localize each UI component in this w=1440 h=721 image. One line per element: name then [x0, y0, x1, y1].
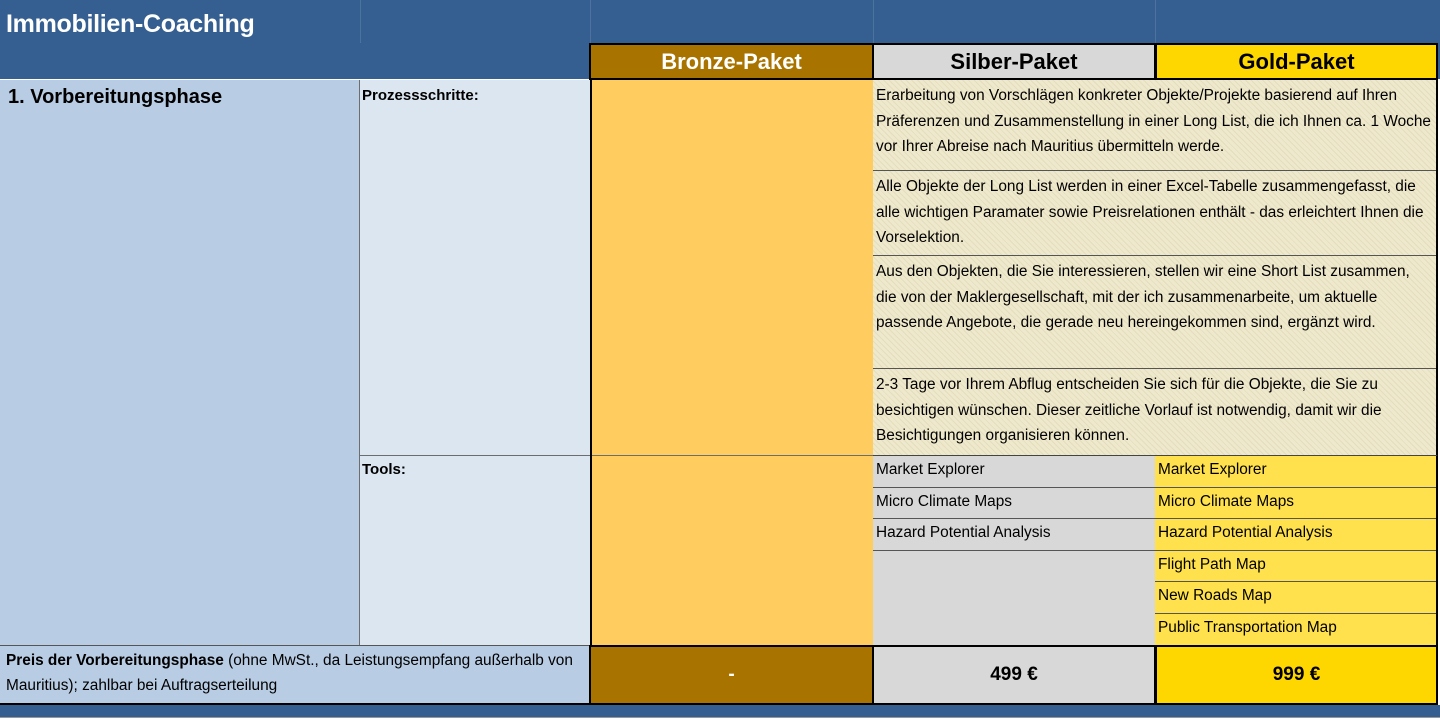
phase-cell[interactable] — [0, 80, 360, 645]
header-silver-package[interactable]: Silber-Paket — [873, 43, 1156, 80]
gold-tool-cell[interactable]: Hazard Potential Analysis — [1155, 519, 1436, 551]
process-step-cell[interactable]: 2-3 Tage vor Ihrem Abflug entscheiden Sie sich für die Objekte, die Sie zu besichtigen wünschen. Dieser zeitliche Vorlauf ist notwendig, damit wir die Besichtigungen organisieren können. — [876, 376, 1382, 444]
price-gold[interactable]: 999 € — [1155, 645, 1438, 705]
bottom-strip — [0, 717, 1440, 721]
price-bronze[interactable]: - — [589, 645, 874, 705]
tools-label: Tools: — [362, 461, 406, 478]
gold-tool-cell[interactable]: New Roads Map — [1155, 582, 1436, 614]
gridline — [360, 0, 361, 43]
process-steps-label: Prozessschritte: — [362, 87, 479, 104]
price-silver[interactable]: 499 € — [873, 645, 1156, 705]
silver-tool-cell[interactable]: Market Explorer — [873, 456, 1155, 488]
gold-tools-column — [1155, 456, 1438, 645]
gridline — [873, 0, 874, 43]
silver-tool-cell[interactable]: Micro Climate Maps — [873, 488, 1155, 520]
phase-label: 1. Vorbereitungsphase — [8, 86, 223, 108]
gold-tool-cell[interactable]: Micro Climate Maps — [1155, 488, 1436, 520]
gridline — [590, 0, 591, 43]
sheet-title[interactable]: Immobilien-Coaching — [6, 10, 255, 38]
process-steps-cell[interactable] — [360, 80, 590, 456]
gold-tool-cell[interactable]: Public Transportation Map — [1158, 619, 1337, 636]
silver-tools-column — [873, 456, 1156, 645]
bronze-column-cell[interactable] — [590, 80, 874, 645]
header-gold-package[interactable]: Gold-Paket — [1155, 43, 1438, 80]
header-bronze-package[interactable]: Bronze-Paket — [589, 43, 874, 80]
price-label-bold: Preis der Vorbereitungsphase — [6, 652, 224, 669]
price-label-note: (ohne MwSt., da Leistungsempfang außerhalb von Mauritius); zahlbar bei Auftragserteilung — [6, 652, 573, 694]
process-step-cell[interactable]: Erarbeitung von Vorschlägen konkreter Objekte/Projekte basierend auf Ihren Präferenzen und Zusammenstellung in einer Long List, die ich Ihnen ca. 1 Woche vor Ihrer Abreise nach Mauritius übermitteln werde. — [873, 80, 1436, 171]
gridline — [1155, 0, 1156, 43]
price-label — [6, 648, 586, 698]
tools-cell[interactable] — [360, 456, 590, 645]
process-step-cell[interactable]: Alle Objekte der Long List werden in einer Excel-Tabelle zusammengefasst, die alle wichtigen Paramater sowie Preisrelationen enthält - das erleichtert Ihnen die Vorselektion. — [873, 171, 1436, 256]
bronze-divider — [592, 455, 873, 456]
gold-tool-cell[interactable]: Flight Path Map — [1155, 551, 1436, 583]
process-steps-block — [873, 80, 1438, 456]
gold-tool-cell[interactable]: Market Explorer — [1155, 456, 1436, 488]
silver-tool-cell[interactable]: Hazard Potential Analysis — [873, 519, 1155, 551]
process-step-cell[interactable]: Aus den Objekten, die Sie interessieren, stellen wir eine Short List zusammen, die von der Maklergesellschaft, mit der ich zusammenarbeite, um aktuelle passende Angebote, die gerade neu hereingekommen sind, ergänzt wird. — [873, 256, 1436, 369]
